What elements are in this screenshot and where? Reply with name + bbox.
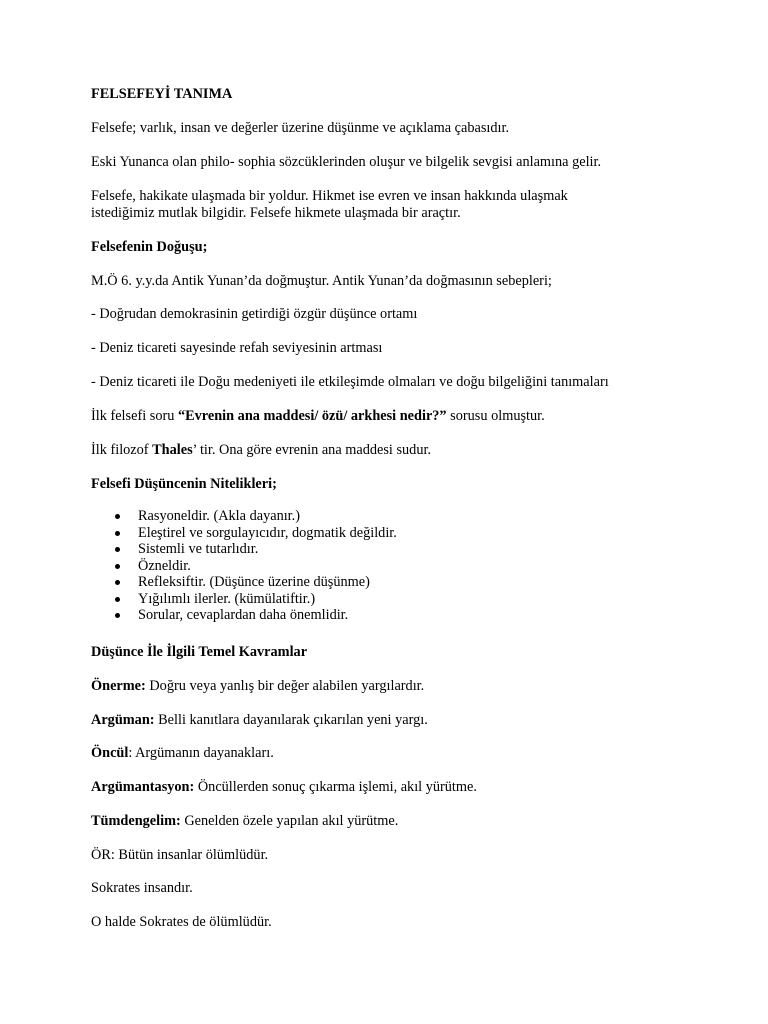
page-title: FELSEFEYİ TANIMA bbox=[91, 86, 233, 102]
paragraph-origin: M.Ö 6. y.y.da Antik Yunan’da doğmuştur. Antik Yunan’da doğmasının sebepleri; bbox=[91, 273, 552, 289]
bullet-icon bbox=[115, 514, 120, 519]
bullet-icon bbox=[115, 597, 120, 602]
example-line: Sokrates insandır. bbox=[91, 880, 193, 896]
paragraph-etymology: Eski Yunanca olan philo- sophia sözcüklerinden oluşur ve bilgelik sevgisi anlamına gelir. bbox=[91, 154, 602, 170]
reason-item: - Deniz ticareti ile Doğu medeniyeti ile etkileşimde olmaları ve doğu bilgeliğini tanımaları bbox=[91, 374, 609, 390]
list-item: Sorular, cevaplardan daha önemlidir. bbox=[91, 607, 397, 624]
paragraph-first-philosopher: İlk filozof Thales’ tir. Ona göre evrenin ana maddesi sudur. bbox=[91, 442, 432, 458]
bullet-icon bbox=[115, 547, 120, 552]
term-onerme: Önerme: Doğru veya yanlış bir değer alabilen yargılardır. bbox=[91, 678, 425, 694]
heading-dogusu: Felsefenin Doğuşu; bbox=[91, 239, 208, 255]
bullet-icon bbox=[115, 531, 120, 536]
paragraph-first-question: İlk felsefi soru “Evrenin ana maddesi/ özü/ arkhesi nedir?” sorusu olmuştur. bbox=[91, 408, 545, 424]
list-item: Özneldir. bbox=[91, 558, 397, 575]
paragraph-hikmet-line-1: Felsefe, hakikate ulaşmada bir yoldur. Hikmet ise evren ve insan hakkında ulaşmak bbox=[91, 188, 568, 204]
heading-kavramlar: Düşünce İle İlgili Temel Kavramlar bbox=[91, 644, 308, 660]
list-item: Refleksiftir. (Düşünce üzerine düşünme) bbox=[91, 574, 397, 591]
example-line: O halde Sokrates de ölümlüdür. bbox=[91, 914, 272, 930]
paragraph-definition: Felsefe; varlık, insan ve değerler üzerine düşünme ve açıklama çabasıdır. bbox=[91, 120, 510, 136]
term-arguman: Argüman: Belli kanıtlara dayanılarak çıkarılan yeni yargı. bbox=[91, 712, 428, 728]
list-item: Yığılımlı ilerler. (kümülatiftir.) bbox=[91, 591, 397, 608]
term-argumantasyon: Argümantasyon: Öncüllerden sonuç çıkarma işlemi, akıl yürütme. bbox=[91, 779, 477, 795]
paragraph-hikmet-line-2: istediğimiz mutlak bilgidir. Felsefe hikmete ulaşmada bir araçtır. bbox=[91, 205, 461, 221]
term-oncul: Öncül: Argümanın dayanakları. bbox=[91, 745, 274, 761]
list-item: Eleştirel ve sorgulayıcıdır, dogmatik değildir. bbox=[91, 525, 397, 542]
reason-item: - Doğrudan demokrasinin getirdiği özgür düşünce ortamı bbox=[91, 306, 418, 322]
example-line: ÖR: Bütün insanlar ölümlüdür. bbox=[91, 847, 269, 863]
bullet-icon bbox=[115, 613, 120, 618]
reason-item: - Deniz ticareti sayesinde refah seviyesinin artması bbox=[91, 340, 383, 356]
bullet-icon bbox=[115, 580, 120, 585]
term-tumdengelim: Tümdengelim: Genelden özele yapılan akıl yürütme. bbox=[91, 813, 399, 829]
bullet-icon bbox=[115, 564, 120, 569]
list-item: Rasyoneldir. (Akla dayanır.) bbox=[91, 508, 397, 525]
list-item: Sistemli ve tutarlıdır. bbox=[91, 541, 397, 558]
qualities-list bbox=[91, 508, 397, 624]
heading-nitelikler: Felsefi Düşüncenin Nitelikleri; bbox=[91, 476, 277, 492]
